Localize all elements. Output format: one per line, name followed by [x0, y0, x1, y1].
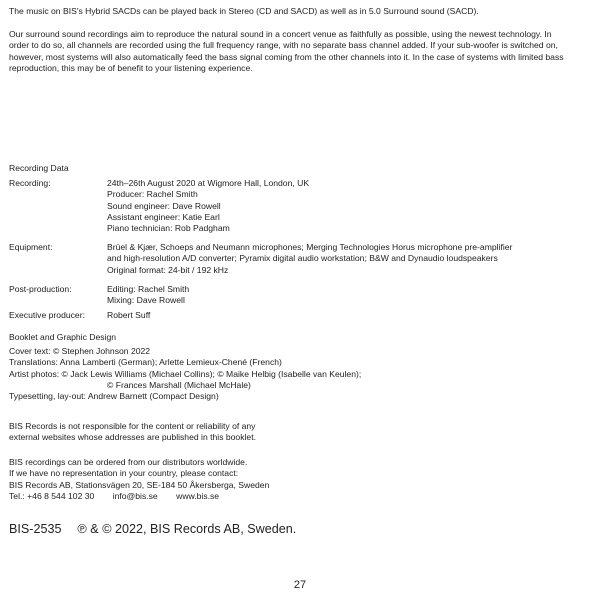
ordering-line: If we have no representation in your country, please contact: — [9, 468, 239, 479]
equipment-label: Equipment: — [9, 242, 53, 252]
executive-producer-values — [107, 310, 150, 321]
intro-paragraph-2: Our surround sound recordings aim to reproduce the natural sound in a concert venue as faithfully as possible, using the newest technology. In order to do so, all channels are recorded using the full frequency range, with no separate bass channel added. If your sub-woofer is switched on, however, most systems will also automatically feed the bass signal coming from the other channels into it. In the case of systems with limited bass reproduction, this may be of benefit to your listening experience. — [9, 29, 564, 73]
responsibility-line: BIS Records is not responsible for the content or reliability of any — [9, 421, 256, 431]
recording-label: Recording: — [9, 178, 51, 188]
ordering-line: BIS recordings can be ordered from our distributors worldwide. — [9, 457, 248, 467]
intro-paragraph-1: The music on BIS's Hybrid SACDs can be played back in Stereo (CD and SACD) as well as in 5.0 Surround sound (SACD). — [9, 6, 479, 16]
artist-photos-line: Artist photos: © Jack Lewis Williams (Michael Collins); © Maike Helbig (Isabelle van Keulen); — [9, 368, 362, 379]
responsibility-line: external websites whose addresses are published in this booklet. — [9, 432, 256, 443]
page-number: 27 — [293, 579, 307, 591]
equipment-line: and high-resolution A/D converter; Pyramix digital audio workstation; B&W and Dynaudio loudspeakers — [107, 253, 498, 264]
email-link[interactable]: info@bis.se — [112, 490, 158, 501]
recording-values — [107, 178, 309, 234]
executive-producer-label: Executive producer: — [9, 310, 85, 320]
contact-line — [9, 491, 269, 502]
equipment-line: Brüel & Kjær, Schoeps and Neumann microphones; Merging Technologies Horus microphone pre-amplifier — [107, 242, 513, 252]
telephone-number: Tel.: +46 8 544 102 30 — [9, 490, 95, 501]
ordering-info — [9, 457, 269, 502]
post-production-label: Post-production: — [9, 284, 72, 294]
responsibility-notice — [9, 421, 256, 444]
cover-text-line: Cover text: © Stephen Johnson 2022 — [9, 346, 151, 356]
recording-line: 24th–26th August 2020 at Wigmore Hall, London, UK — [107, 178, 310, 188]
piano-technician-line: Piano technician: Rob Padgham — [107, 223, 230, 234]
website-link[interactable]: www.bis.se — [176, 490, 220, 501]
artist-photos-line-cont: © Frances Marshall (Michael McHale) — [107, 379, 251, 390]
booklet-credits — [9, 346, 599, 402]
assistant-engineer-line: Assistant engineer: Katie Earl — [107, 211, 220, 222]
address-line: BIS Records AB, Stationsvägen 20, SE-184 50 Åkersberga, Sweden — [9, 479, 270, 490]
catalogue-number: BIS-2535 — [9, 522, 62, 536]
translations-line: Translations: Anna Lamberti (German); Arlette Lemieux-Chené (French) — [9, 357, 282, 368]
original-format-line: Original format: 24-bit / 192 kHz — [107, 264, 229, 275]
booklet-page — [9, 0, 594, 600]
mixing-line: Mixing: Dave Rowell — [107, 295, 185, 306]
producer-line: Producer: Rachel Smith — [107, 189, 198, 200]
post-production-values — [107, 284, 189, 307]
equipment-values — [107, 242, 512, 276]
executive-producer-name: Robert Suff — [107, 310, 151, 320]
booklet-design-heading: Booklet and Graphic Design — [9, 332, 117, 342]
copyright-notice: ℗ & © 2022, BIS Records AB, Sweden. — [77, 522, 297, 536]
sound-engineer-line: Sound engineer: Dave Rowell — [107, 200, 221, 211]
recording-data-heading: Recording Data — [9, 163, 69, 173]
editing-line: Editing: Rachel Smith — [107, 284, 190, 294]
typesetting-line: Typesetting, lay-out: Andrew Barnett (Compact Design) — [9, 391, 219, 402]
catalogue-line — [9, 521, 296, 537]
